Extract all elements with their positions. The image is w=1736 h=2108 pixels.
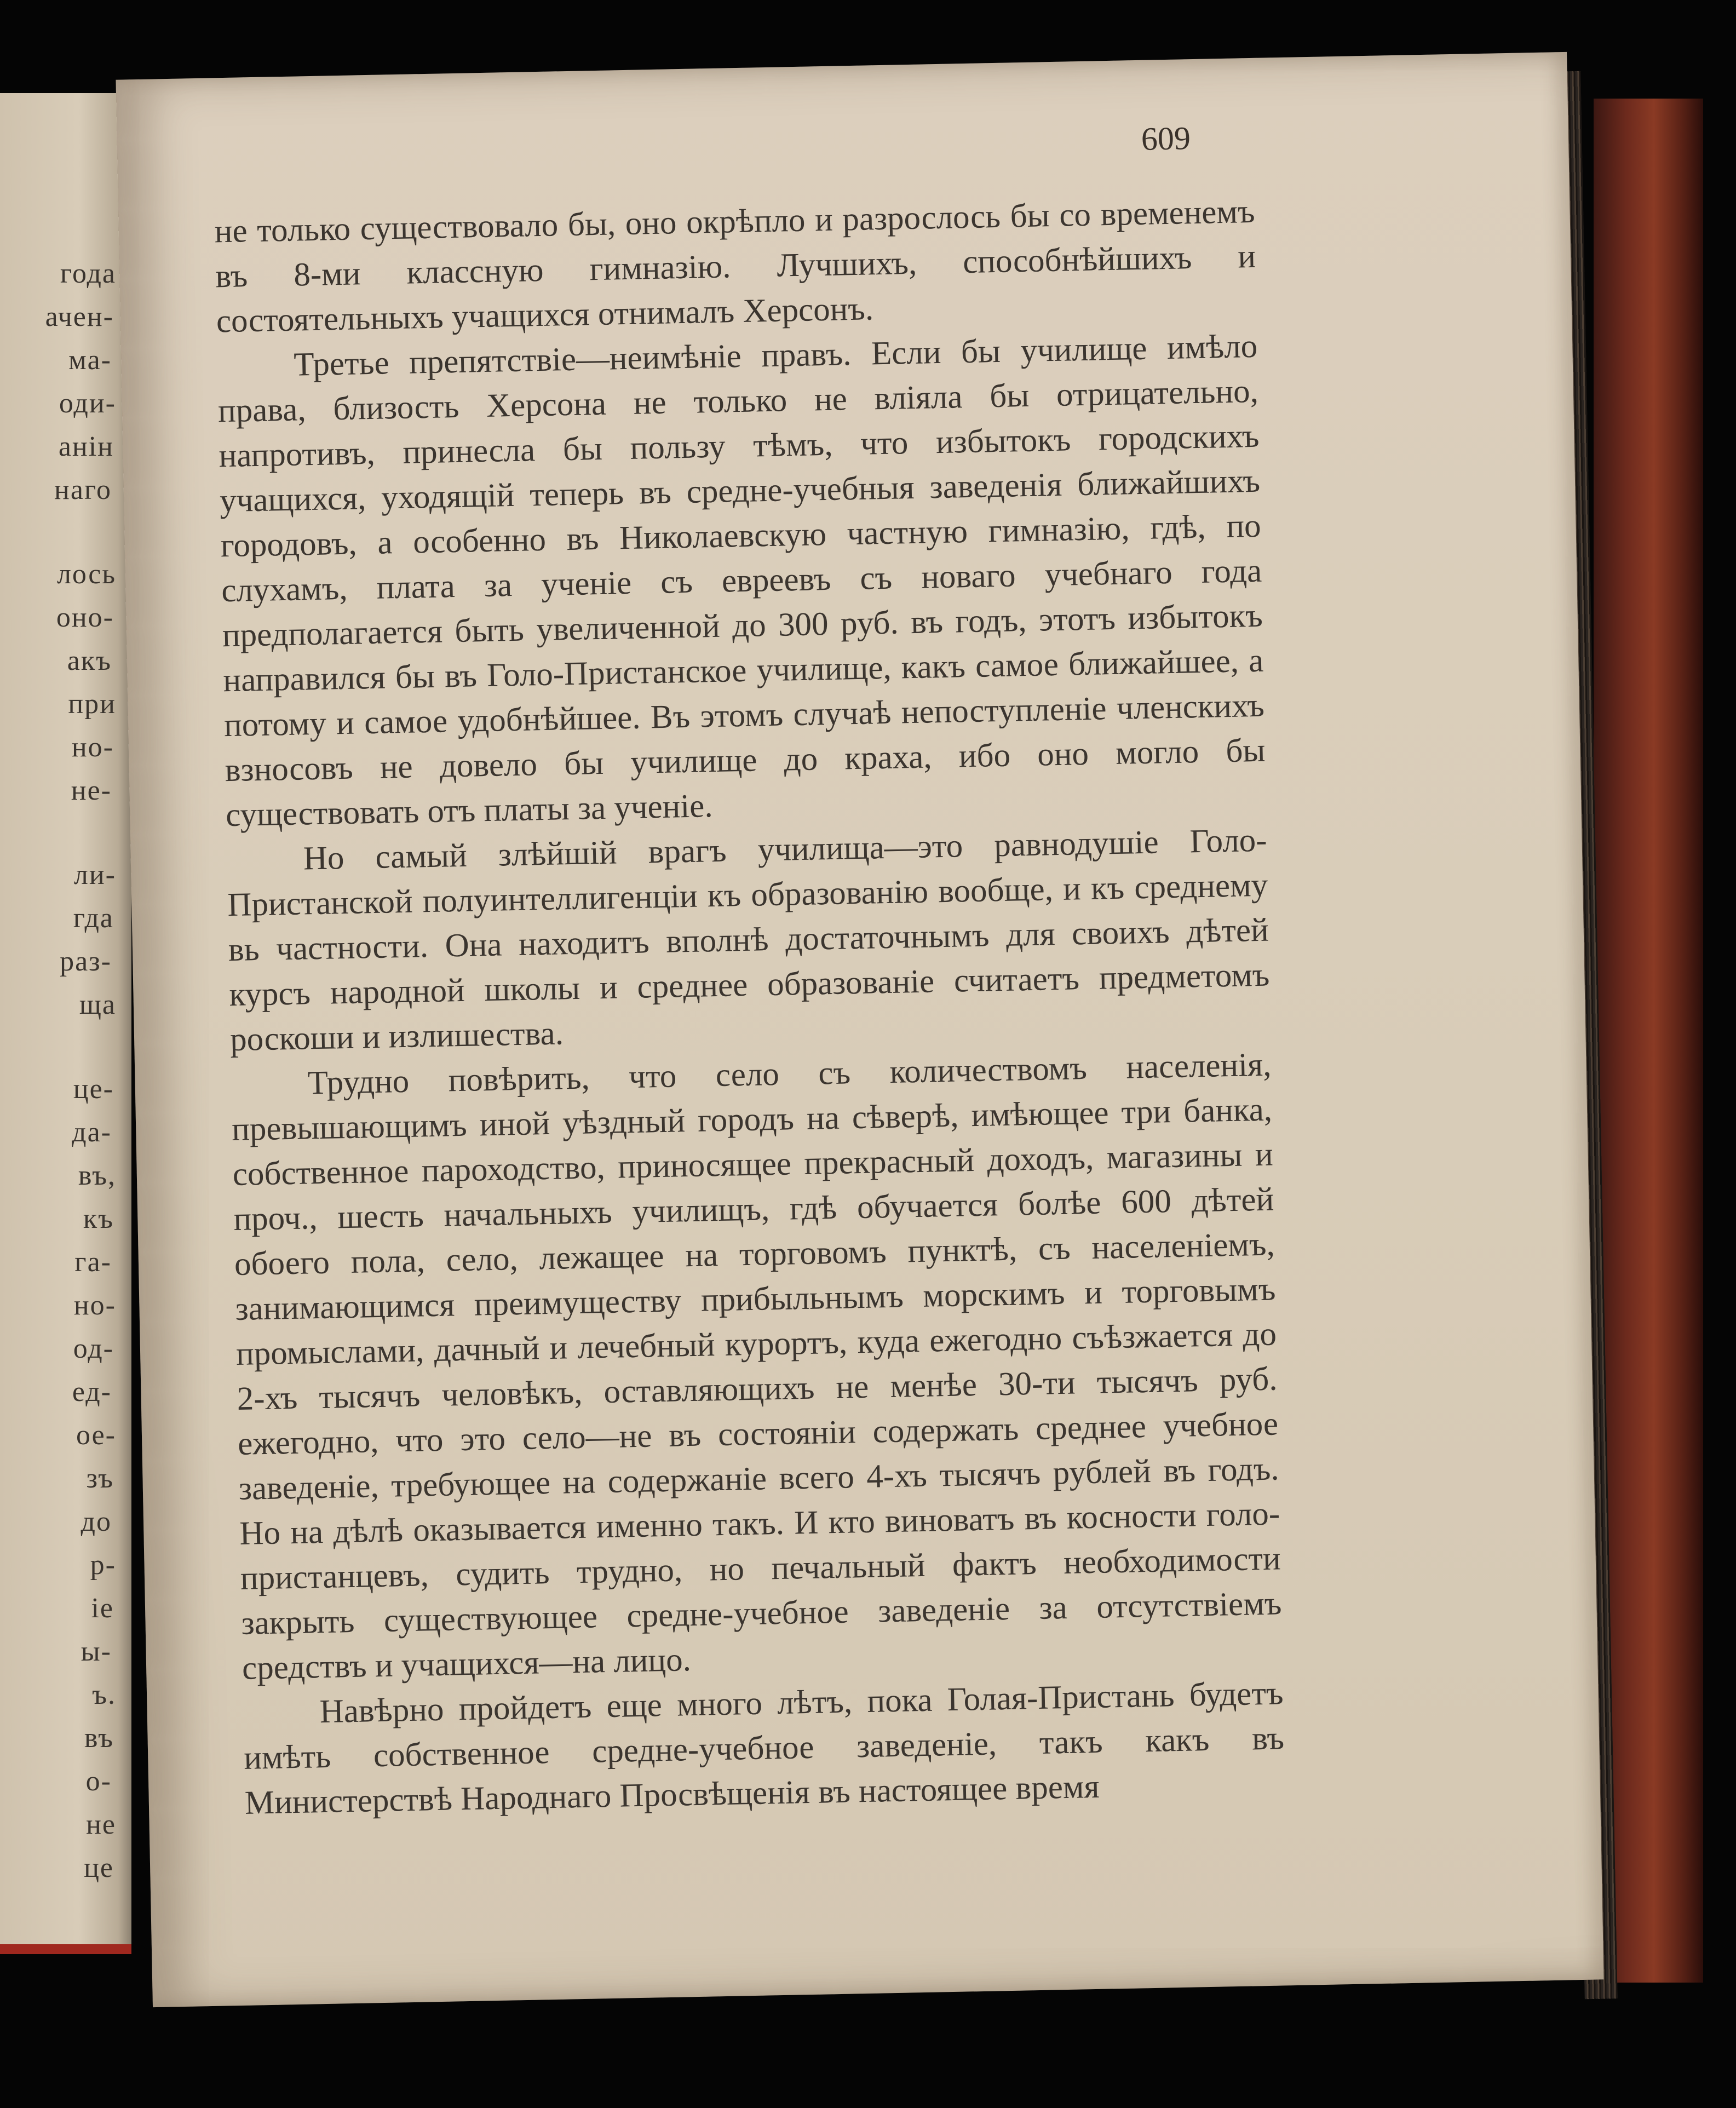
left-page-fragment: р- <box>90 1549 116 1581</box>
left-page-fragment: лось <box>56 559 116 590</box>
left-page-fragment: ща <box>79 989 116 1020</box>
left-page-fragment: не <box>86 1809 116 1840</box>
left-page-fragment: ед- <box>72 1376 112 1408</box>
left-page-fragment: це- <box>73 1073 114 1105</box>
left-page-fragment: да- <box>72 1117 112 1148</box>
left-page-fragment: га- <box>74 1247 112 1278</box>
left-page-fragment: ы- <box>81 1636 112 1667</box>
left-page-fragment: оди- <box>59 388 116 419</box>
left-page-fragment: но- <box>73 1290 116 1321</box>
left-page-fragment: ое- <box>76 1420 116 1451</box>
paragraph-1: не только существовало бы, оно окрѣпло и разрослось бы со временемъ въ 8-ми классную гимназію. Лучшихъ, способнѣйшихъ и состоятельныхъ учащихся отнималъ Херсонъ. <box>214 193 1256 340</box>
left-page-fragment: анін <box>58 431 114 462</box>
left-page-fragment: іе <box>91 1593 114 1624</box>
left-page-fragment: це <box>84 1852 114 1883</box>
left-page-fragment: ъ. <box>92 1679 116 1710</box>
left-page-fragment: до <box>81 1506 112 1537</box>
left-page <box>0 93 131 1954</box>
paragraph-5: Навѣрно пройдетъ еще много лѣтъ, пока Голая-Пристань будетъ имѣть собственное средне-учебное заведеніе, такъ какъ въ Министерствѣ Народнаго Просвѣщенія въ настоящее время <box>243 1675 1285 1822</box>
left-page-fragment: ачен- <box>45 301 114 332</box>
left-page-fragment: наго <box>54 474 112 506</box>
left-page-fragment: оно- <box>56 602 114 633</box>
paragraph-3: Но самый злѣйшій врагъ училища—это равнодушіе Голо-Пристанской полуинтеллигенціи къ образованію вообще, и къ среднему вь частности. Она находитъ вполнѣ достаточнымъ для своихъ дѣтей курсъ народной школы и среднее образованіе считаетъ предметомъ роскоши и излишества. <box>227 822 1270 1059</box>
right-page <box>116 52 1603 2007</box>
left-page-fragment: въ <box>84 1722 114 1754</box>
paragraph-4: Трудно повѣрить, что село съ количествомъ населенія, превышающимъ иной уѣздный городъ на сѣверѣ, имѣющее три банка, собственное пароходство, приносящее прекрасный доходъ, магазины и проч., шесть начальныхъ училищъ, гдѣ обучается болѣе 600 дѣтей обоего пола, село, лежащее на торговомъ пунктѣ, съ населеніемъ, занимающимся преимуществу прибыльнымъ морскимъ и торговымъ промыслами, дачный и лечебный курортъ, куда ежегодно съѣзжается до 2-хъ тысячъ человѣкъ, оставляющихъ не менѣе 30-ти тысячъ руб. ежегодно, что это село—не въ состояніи содержать среднее учебное заведеніе, требующее на содержаніе всего 4-хъ тысячъ рублей въ годъ. Но на дѣлѣ оказывается именно такъ. И кто виноватъ въ косности голо-пристанцевъ, судить трудно, но печальный фактъ необходимости закрыть существующее средне-учебное заведеніе за отсутствіемъ средствъ и учащихся—на лицо. <box>231 1046 1282 1687</box>
left-page-fragment: акъ <box>67 645 112 676</box>
left-page-fragment: при <box>68 688 116 720</box>
left-page-fragment: въ, <box>78 1160 116 1191</box>
page-text-block <box>214 189 1285 1826</box>
left-page-fragment: но- <box>71 732 114 763</box>
left-page-fragment: года <box>60 258 116 289</box>
left-page-fragment: ли- <box>73 859 116 891</box>
left-page-fragment: не- <box>71 775 112 806</box>
left-page-fragment: ма- <box>68 344 112 376</box>
left-page-fragment: о- <box>85 1766 112 1797</box>
left-page-fragment: къ <box>83 1203 114 1234</box>
left-page-fragment: раз- <box>60 946 112 977</box>
left-page-fragment: зъ <box>86 1463 114 1494</box>
paragraph-2: Третье препятствіе—неимѣніе правъ. Если бы училище имѣло права, близость Херсона не только не вліяла бы отрицательно, напротивъ, принесла бы пользу тѣмъ, что избытокъ городскихъ учащихся, уходящій теперь въ средне-учебныя заведенія ближайшихъ городовъ, а особенно въ Николаевскую частную гимназію, гдѣ, по слухамъ, плата за ученіе съ евреевъ съ новаго учебнаго года предполагается быть увеличенной до 300 руб. въ годъ, этотъ избытокъ направился бы въ Голо-Пристанское училище, какъ самое ближайшее, а потому и самое удобнѣйшее. Въ этомъ случаѣ непоступленіе членскихъ взносовъ не довело бы училище до краха, ибо оно могло бы существовать отъ платы за ученіе. <box>217 328 1266 834</box>
left-page-fragment: гда <box>73 903 114 934</box>
left-page-fragment: од- <box>73 1333 114 1364</box>
page-number: 609 <box>1141 120 1191 157</box>
